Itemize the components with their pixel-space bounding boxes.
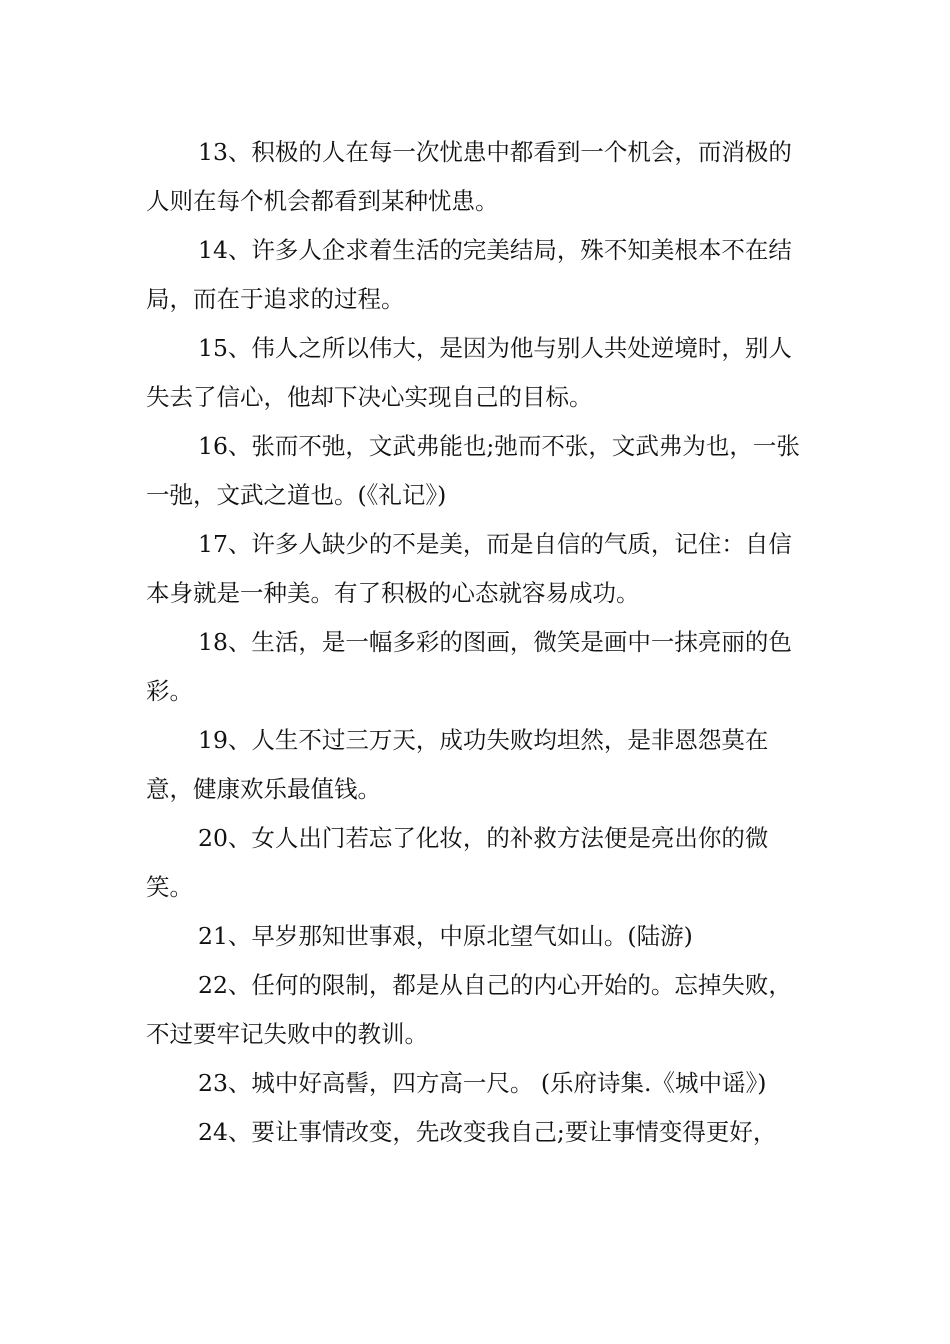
quote-19: 19、人生不过三万天，成功失败均坦然，是非恩怨莫在意，健康欢乐最值钱。	[146, 726, 769, 803]
quote-18: 18、生活，是一幅多彩的图画，微笑是画中一抹亮丽的色彩。	[146, 628, 792, 705]
quote-23: 23、城中好高髻，四方高一尺。 (乐府诗集.《城中谣》)	[198, 1069, 767, 1097]
quote-15: 15、伟人之所以伟大，是因为他与别人共处逆境时，别人失去了信心，他却下决心实现自己的目标。	[146, 334, 792, 411]
quote-17: 17、许多人缺少的不是美，而是自信的气质，记住：自信本身就是一种美。有了积极的心态就容易成功。	[146, 530, 792, 607]
quote-13: 13、积极的人在每一次忧患中都看到一个机会，而消极的人则在每个机会都看到某种忧患。	[146, 138, 792, 215]
quote-20: 20、女人出门若忘了化妆，的补救方法便是亮出你的微笑。	[146, 824, 769, 901]
quote-22: 22、任何的限制，都是从自己的内心开始的。忘掉失败，不过要牢记失败中的教训。	[146, 971, 792, 1048]
quote-14: 14、许多人企求着生活的完美结局，殊不知美根本不在结局，而在于追求的过程。	[146, 236, 792, 313]
quote-21: 21、早岁那知世事艰，中原北望气如山。(陆游)	[198, 922, 693, 950]
quote-16: 16、张而不弛，文武弗能也;弛而不张，文武弗为也，一张一弛，文武之道也。(《礼记》)	[146, 432, 800, 509]
quote-list	[146, 128, 810, 1157]
quote-24: 24、要让事情改变，先改变我自己;要让事情变得更好，	[198, 1118, 777, 1146]
